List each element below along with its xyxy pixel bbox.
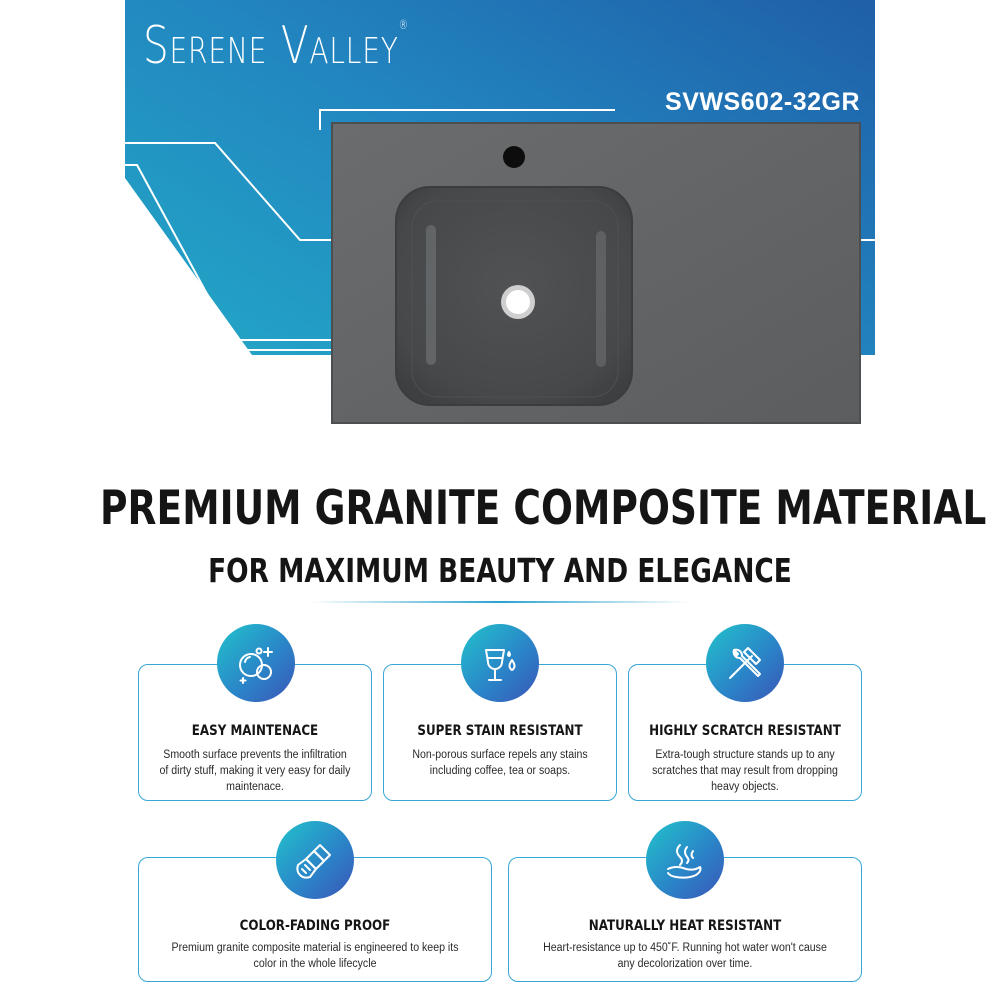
feature-title: EASY MAINTENACE (191, 723, 319, 739)
feature-title: SUPER STAIN RESISTANT (417, 723, 583, 739)
main-headline: PREMIUM GRANITE COMPOSITE MATERIAL (100, 481, 987, 536)
feature-title: HIGHLY SCRATCH RESISTANT (649, 723, 841, 739)
feature-description: Premium granite composite material is engineered to keep its color in the whole lifecycle (171, 942, 459, 970)
feature-title: COLOR-FADING PROOF (239, 918, 391, 934)
registered-mark: ® (398, 18, 409, 32)
model-number: SVWS602-32GR (665, 88, 860, 116)
wine-glass-drop-icon (461, 624, 539, 702)
feature-title: NATURALLY HEAT RESISTANT (588, 918, 782, 934)
feature-description: Smooth surface prevents the infiltration of dirty stuff, making it very easy for daily maintenace. (159, 749, 351, 793)
hero-banner (0, 0, 1000, 440)
sink-product-image (330, 121, 862, 425)
sparkle-bubbles-icon (217, 624, 295, 702)
sub-headline: FOR MAXIMUM BEAUTY AND ELEGANCE (208, 551, 792, 590)
wrench-hammer-icon (706, 624, 784, 702)
feature-description: Non-porous surface repels any stains including coffee, tea or soaps. (412, 749, 588, 777)
brand-logo (143, 16, 409, 76)
paintbrush-icon (276, 821, 354, 899)
feature-description: Extra-tough structure stands up to any scratches that may result from dropping heavy objects. (652, 749, 838, 793)
headline-divider (310, 601, 690, 603)
brand-name: Serene Valley (143, 16, 399, 76)
flame-hand-icon (646, 821, 724, 899)
feature-description: Heart-resistance up to 450˚F. Running hot water won't cause any decolorization over time. (543, 942, 827, 970)
